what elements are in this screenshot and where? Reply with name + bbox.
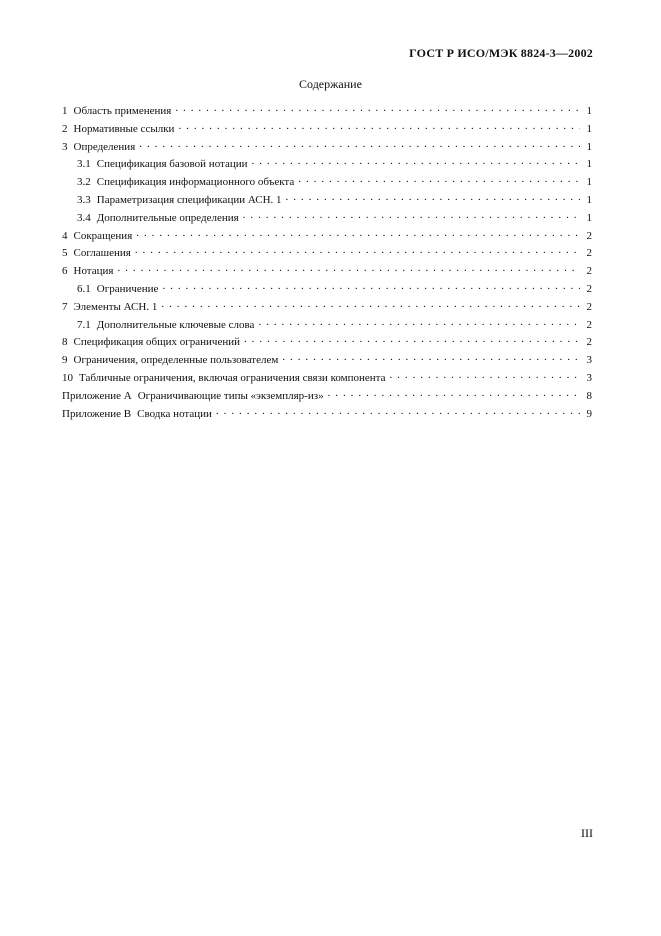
toc-entry-number: 3.1 — [77, 158, 91, 171]
dot-leader — [161, 300, 580, 311]
toc-subentry[interactable] — [62, 317, 592, 335]
toc-entry[interactable] — [62, 245, 592, 263]
dot-leader — [216, 407, 580, 418]
toc-entry-page: 2 — [586, 229, 592, 242]
toc-entry[interactable] — [62, 334, 592, 352]
toc-entry-page: 1 — [586, 140, 592, 153]
toc-entry[interactable] — [62, 352, 592, 370]
toc-entry-number: 7.1 — [77, 318, 91, 331]
toc-entry-title: Спецификация общих ограничений — [73, 336, 240, 349]
page-number: III — [581, 826, 593, 840]
toc-entry-title: Элементы АСН. 1 — [73, 300, 158, 313]
toc-entry-page: 1 — [586, 176, 592, 189]
toc-entry-title: Соглашения — [73, 247, 131, 260]
toc-entry[interactable] — [62, 139, 592, 157]
dot-leader — [135, 246, 580, 257]
toc-entry-number: 9 — [62, 354, 68, 367]
toc-entry-title: Спецификация информационного объекта — [96, 176, 295, 189]
toc-entry-number: 5 — [62, 247, 68, 260]
toc-entry[interactable] — [62, 103, 592, 121]
toc-entry-page: 1 — [586, 193, 592, 206]
toc-entry-title: Ограничивающие типы «экземпляр-из» — [137, 389, 324, 402]
toc-entry-page: 1 — [586, 105, 592, 117]
toc-entry-number: 3.4 — [77, 211, 91, 224]
dot-leader — [244, 335, 580, 346]
dot-leader — [175, 104, 580, 115]
toc-subentry[interactable] — [62, 281, 592, 299]
dot-leader — [286, 193, 580, 204]
toc-entry[interactable] — [62, 263, 592, 281]
toc-entry-page: 1 — [586, 158, 592, 171]
toc-entry-number: 7 — [62, 300, 68, 313]
toc-entry-page: 3 — [586, 371, 592, 384]
toc-subentry[interactable] — [62, 192, 592, 210]
dot-leader — [282, 353, 580, 364]
toc-subentry[interactable] — [62, 210, 592, 228]
dot-leader — [139, 140, 580, 151]
dot-leader — [162, 282, 580, 293]
dot-leader — [117, 264, 580, 275]
toc-entry-page: 1 — [586, 211, 592, 224]
toc-entry-number: 10 — [62, 371, 73, 384]
toc-entry-page: 2 — [586, 336, 592, 349]
toc-entry-page: 8 — [586, 389, 592, 402]
toc-entry-page: 3 — [586, 354, 592, 367]
dot-leader — [328, 389, 580, 400]
dot-leader — [243, 211, 580, 222]
toc-entry-page: 2 — [586, 318, 592, 331]
document-code: ГОСТ Р ИСО/МЭК 8824-3—2002 — [409, 46, 593, 60]
toc-entry-title: Спецификация базовой нотации — [96, 158, 248, 171]
toc-entry-title: Нотация — [73, 265, 114, 278]
toc-entry-title: Параметризация спецификации АСН. 1 — [96, 193, 282, 206]
toc-entry-page: 2 — [586, 247, 592, 260]
toc-entry-number: Приложение А — [62, 389, 132, 402]
toc-entry-number: 2 — [62, 122, 68, 135]
toc-entry-title: Определения — [73, 140, 136, 153]
toc-entry-number: 8 — [62, 336, 68, 349]
toc-entry-title: Ограничения, определенные пользователем — [73, 354, 279, 367]
toc-entry-title: Дополнительные определения — [96, 211, 239, 224]
toc-title: Содержание — [299, 77, 362, 91]
toc-entry[interactable] — [62, 299, 592, 317]
toc-entry-title: Дополнительные ключевые слова — [96, 318, 255, 331]
toc-entry[interactable] — [62, 370, 592, 388]
toc-entry-title: Область применения — [73, 105, 172, 117]
table-of-contents — [62, 103, 592, 423]
toc-subentry[interactable] — [62, 156, 592, 174]
dot-leader — [389, 371, 580, 382]
toc-entry-page: 2 — [586, 282, 592, 295]
toc-entry-title: Ограничение — [96, 282, 159, 295]
toc-appendix-entry[interactable] — [62, 388, 592, 406]
toc-entry-number: 6.1 — [77, 282, 91, 295]
toc-entry-page: 1 — [586, 122, 592, 135]
toc-subentry[interactable] — [62, 174, 592, 192]
toc-entry-number: 3.2 — [77, 176, 91, 189]
toc-entry[interactable] — [62, 228, 592, 246]
toc-appendix-entry[interactable] — [62, 406, 592, 424]
dot-leader — [298, 175, 580, 186]
toc-entry-number: 4 — [62, 229, 68, 242]
toc-entry-page: 2 — [586, 300, 592, 313]
toc-entry[interactable] — [62, 121, 592, 139]
toc-entry-number: Приложение В — [62, 407, 132, 420]
toc-entry-title: Табличные ограничения, включая ограничения связи компонента — [79, 371, 386, 384]
toc-entry-page: 2 — [586, 265, 592, 278]
dot-leader — [252, 157, 580, 168]
toc-entry-number: 3 — [62, 140, 68, 153]
toc-entry-number: 1 — [62, 105, 68, 117]
toc-entry-number: 6 — [62, 265, 68, 278]
dot-leader — [136, 229, 580, 240]
toc-entry-title: Сводка нотации — [137, 407, 212, 420]
dot-leader — [178, 122, 580, 133]
toc-entry-page: 9 — [586, 407, 592, 420]
toc-entry-number: 3.3 — [77, 193, 91, 206]
dot-leader — [258, 318, 580, 329]
toc-entry-title: Сокращения — [73, 229, 133, 242]
toc-entry-title: Нормативные ссылки — [73, 122, 175, 135]
